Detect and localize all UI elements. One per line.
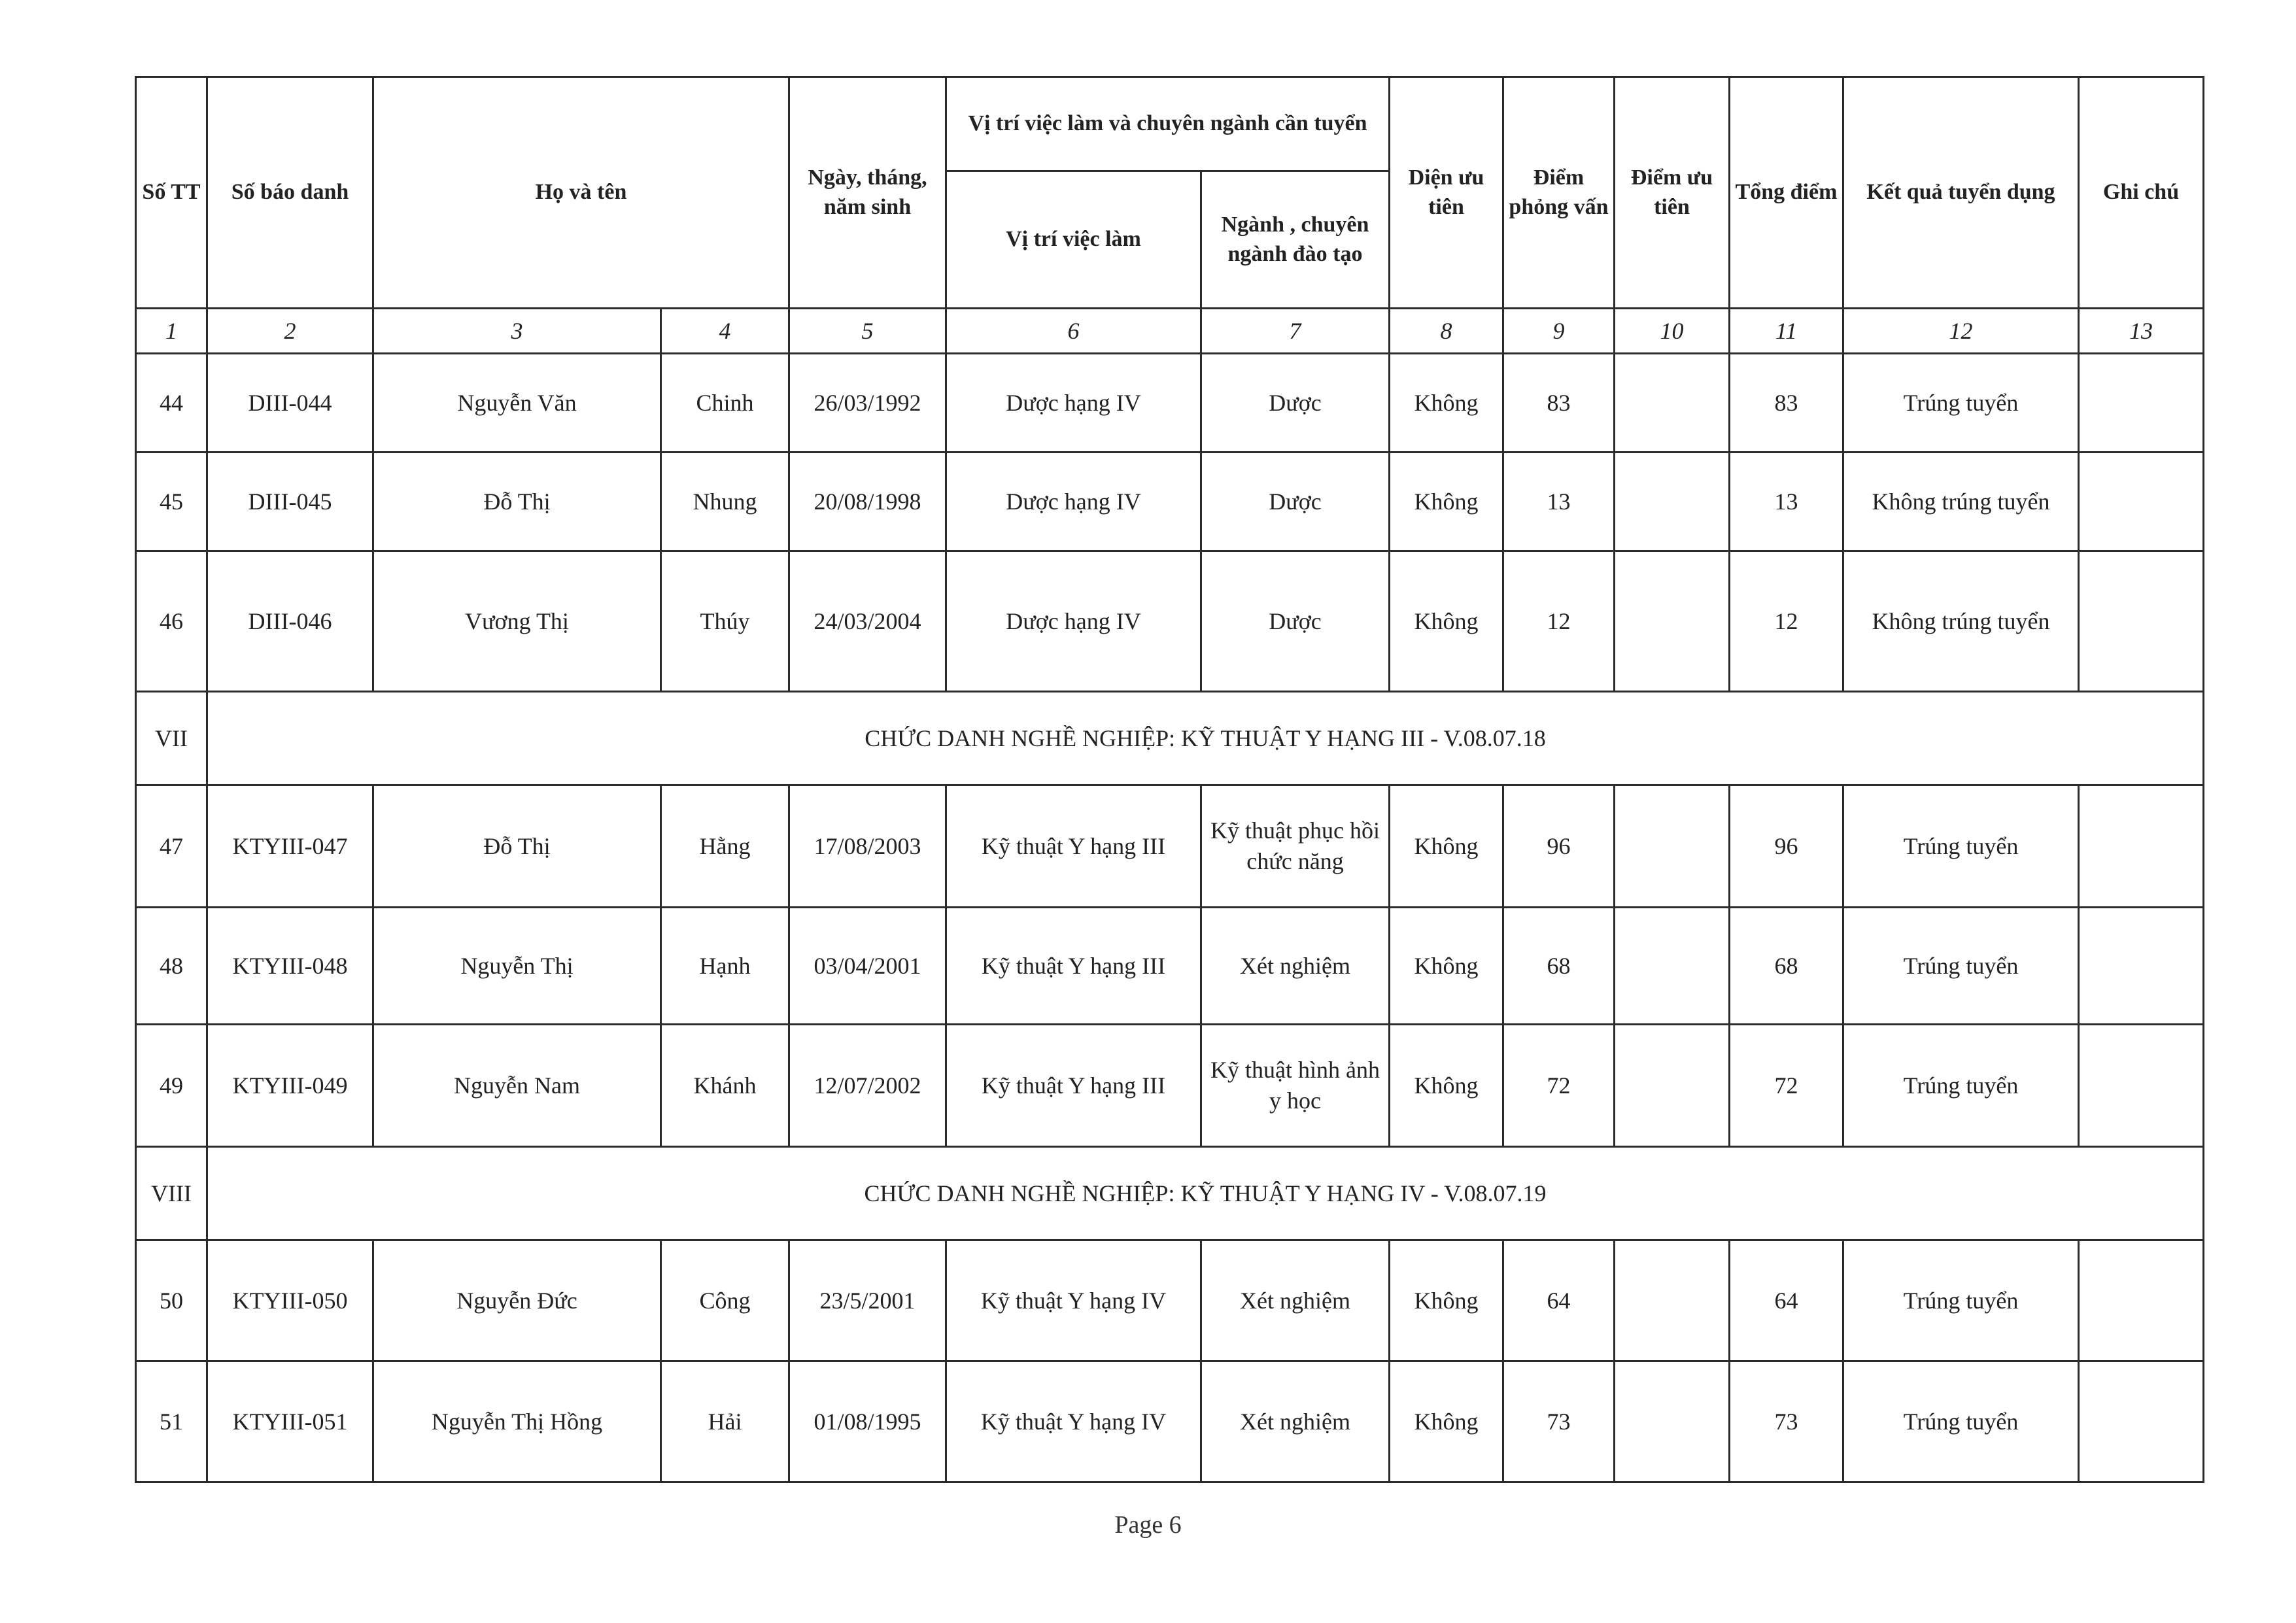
cell-first-name: Công [661, 1240, 789, 1361]
cell-position: Kỹ thuật Y hạng IV [946, 1240, 1201, 1361]
cell-priority-score [1615, 908, 1730, 1025]
col-number: 13 [2079, 309, 2204, 354]
col-number: 2 [207, 309, 373, 354]
cell-sbd: KTYIII-050 [207, 1240, 373, 1361]
header-priority-score: Điểm ưu tiên [1615, 77, 1730, 309]
cell-priority-score [1615, 1361, 1730, 1482]
col-number: 1 [136, 309, 207, 354]
cell-position: Kỹ thuật Y hạng III [946, 1025, 1201, 1147]
cell-major: Xét nghiệm [1201, 1361, 1390, 1482]
cell-major: Kỹ thuật hình ảnh y học [1201, 1025, 1390, 1147]
cell-stt: 48 [136, 908, 207, 1025]
cell-major: Xét nghiệm [1201, 908, 1390, 1025]
cell-sbd: DIII-044 [207, 354, 373, 453]
column-number-row [136, 309, 2204, 354]
cell-dob: 23/5/2001 [789, 1240, 946, 1361]
col-number: 11 [1730, 309, 1843, 354]
cell-note [2079, 1240, 2204, 1361]
cell-interview: 96 [1503, 785, 1615, 908]
header-dob: Ngày, tháng, năm sinh [789, 77, 946, 309]
cell-result: Trúng tuyển [1843, 908, 2079, 1025]
cell-interview: 68 [1503, 908, 1615, 1025]
section-number: VIII [136, 1147, 207, 1240]
col-number: 7 [1201, 309, 1390, 354]
cell-last-name: Đỗ Thị [373, 785, 661, 908]
cell-priority-type: Không [1390, 908, 1503, 1025]
cell-major: Kỹ thuật phục hồi chức năng [1201, 785, 1390, 908]
cell-first-name: Hải [661, 1361, 789, 1482]
col-number: 5 [789, 309, 946, 354]
cell-dob: 17/08/2003 [789, 785, 946, 908]
cell-note [2079, 908, 2204, 1025]
section-number: VII [136, 692, 207, 785]
header-stt: Số TT [136, 77, 207, 309]
cell-last-name: Nguyễn Nam [373, 1025, 661, 1147]
cell-priority-type: Không [1390, 1240, 1503, 1361]
table-row [136, 354, 2204, 453]
cell-major: Dược [1201, 354, 1390, 453]
cell-dob: 26/03/1992 [789, 354, 946, 453]
cell-stt: 44 [136, 354, 207, 453]
cell-priority-score [1615, 551, 1730, 692]
cell-dob: 12/07/2002 [789, 1025, 946, 1147]
cell-total: 96 [1730, 785, 1843, 908]
col-number: 9 [1503, 309, 1615, 354]
header-note: Ghi chú [2079, 77, 2204, 309]
col-number: 6 [946, 309, 1201, 354]
col-number: 3 [373, 309, 661, 354]
table-body [136, 354, 2204, 1482]
cell-result: Không trúng tuyển [1843, 453, 2079, 551]
cell-stt: 45 [136, 453, 207, 551]
col-number: 8 [1390, 309, 1503, 354]
cell-note [2079, 1361, 2204, 1482]
header-position: Vị trí việc làm [946, 171, 1201, 309]
cell-result: Trúng tuyển [1843, 1361, 2079, 1482]
cell-first-name: Chinh [661, 354, 789, 453]
cell-dob: 03/04/2001 [789, 908, 946, 1025]
cell-total: 13 [1730, 453, 1843, 551]
cell-position: Kỹ thuật Y hạng IV [946, 1361, 1201, 1482]
section-row-viii [136, 1147, 2204, 1240]
header-name: Họ và tên [373, 77, 789, 309]
header-interview: Điểm phỏng vấn [1503, 77, 1615, 309]
cell-priority-type: Không [1390, 1361, 1503, 1482]
cell-result: Trúng tuyển [1843, 1025, 2079, 1147]
cell-priority-score [1615, 785, 1730, 908]
header-major: Ngành , chuyên ngành đào tạo [1201, 171, 1390, 309]
cell-first-name: Nhung [661, 453, 789, 551]
col-number: 12 [1843, 309, 2079, 354]
cell-result: Trúng tuyển [1843, 785, 2079, 908]
cell-priority-score [1615, 1025, 1730, 1147]
cell-stt: 50 [136, 1240, 207, 1361]
col-number: 4 [661, 309, 789, 354]
cell-note [2079, 354, 2204, 453]
cell-dob: 20/08/1998 [789, 453, 946, 551]
section-title: CHỨC DANH NGHỀ NGHIỆP: KỸ THUẬT Y HẠNG IV - V.08.07.19 [207, 1147, 2204, 1240]
cell-dob: 24/03/2004 [789, 551, 946, 692]
table-row [136, 1240, 2204, 1361]
cell-note [2079, 453, 2204, 551]
cell-position: Kỹ thuật Y hạng III [946, 908, 1201, 1025]
cell-sbd: DIII-045 [207, 453, 373, 551]
cell-first-name: Thúy [661, 551, 789, 692]
cell-position: Dược hạng IV [946, 453, 1201, 551]
cell-last-name: Nguyễn Đức [373, 1240, 661, 1361]
section-title: CHỨC DANH NGHỀ NGHIỆP: KỸ THUẬT Y HẠNG III - V.08.07.18 [207, 692, 2204, 785]
cell-total: 83 [1730, 354, 1843, 453]
cell-last-name: Nguyễn Thị [373, 908, 661, 1025]
page-number: Page 6 [1114, 1511, 1182, 1539]
cell-interview: 12 [1503, 551, 1615, 692]
recruitment-results-table [135, 76, 2204, 1483]
cell-sbd: KTYIII-048 [207, 908, 373, 1025]
cell-priority-type: Không [1390, 1025, 1503, 1147]
cell-priority-type: Không [1390, 551, 1503, 692]
cell-stt: 51 [136, 1361, 207, 1482]
cell-last-name: Đỗ Thị [373, 453, 661, 551]
cell-stt: 49 [136, 1025, 207, 1147]
cell-note [2079, 1025, 2204, 1147]
cell-total: 73 [1730, 1361, 1843, 1482]
cell-result: Không trúng tuyển [1843, 551, 2079, 692]
cell-last-name: Nguyễn Thị Hồng [373, 1361, 661, 1482]
header-sbd: Số báo danh [207, 77, 373, 309]
cell-stt: 46 [136, 551, 207, 692]
cell-priority-score [1615, 453, 1730, 551]
cell-major: Xét nghiệm [1201, 1240, 1390, 1361]
header-result: Kết quả tuyển dụng [1843, 77, 2079, 309]
table-row [136, 453, 2204, 551]
cell-position: Kỹ thuật Y hạng III [946, 785, 1201, 908]
cell-sbd: DIII-046 [207, 551, 373, 692]
cell-result: Trúng tuyển [1843, 354, 2079, 453]
table-row [136, 551, 2204, 692]
table-row [136, 908, 2204, 1025]
cell-last-name: Nguyễn Văn [373, 354, 661, 453]
cell-interview: 13 [1503, 453, 1615, 551]
header-total: Tổng điểm [1730, 77, 1843, 309]
cell-position: Dược hạng IV [946, 551, 1201, 692]
table-header [136, 77, 2204, 354]
cell-priority-score [1615, 354, 1730, 453]
cell-interview: 83 [1503, 354, 1615, 453]
cell-result: Trúng tuyển [1843, 1240, 2079, 1361]
header-priority-type: Diện ưu tiên [1390, 77, 1503, 309]
cell-sbd: KTYIII-049 [207, 1025, 373, 1147]
cell-priority-type: Không [1390, 354, 1503, 453]
cell-total: 68 [1730, 908, 1843, 1025]
cell-priority-score [1615, 1240, 1730, 1361]
cell-sbd: KTYIII-047 [207, 785, 373, 908]
cell-interview: 64 [1503, 1240, 1615, 1361]
col-number: 10 [1615, 309, 1730, 354]
table-row [136, 785, 2204, 908]
cell-note [2079, 785, 2204, 908]
header-position-group: Vị trí việc làm và chuyên ngành cần tuyển [946, 77, 1390, 171]
cell-interview: 72 [1503, 1025, 1615, 1147]
cell-priority-type: Không [1390, 785, 1503, 908]
cell-first-name: Khánh [661, 1025, 789, 1147]
cell-total: 12 [1730, 551, 1843, 692]
cell-first-name: Hạnh [661, 908, 789, 1025]
cell-dob: 01/08/1995 [789, 1361, 946, 1482]
cell-sbd: KTYIII-051 [207, 1361, 373, 1482]
cell-position: Dược hạng IV [946, 354, 1201, 453]
cell-total: 72 [1730, 1025, 1843, 1147]
cell-major: Dược [1201, 453, 1390, 551]
cell-interview: 73 [1503, 1361, 1615, 1482]
table-row [136, 1361, 2204, 1482]
cell-note [2079, 551, 2204, 692]
section-row-vii [136, 692, 2204, 785]
cell-priority-type: Không [1390, 453, 1503, 551]
cell-last-name: Vương Thị [373, 551, 661, 692]
cell-stt: 47 [136, 785, 207, 908]
cell-first-name: Hằng [661, 785, 789, 908]
cell-total: 64 [1730, 1240, 1843, 1361]
table-row [136, 1025, 2204, 1147]
cell-major: Dược [1201, 551, 1390, 692]
